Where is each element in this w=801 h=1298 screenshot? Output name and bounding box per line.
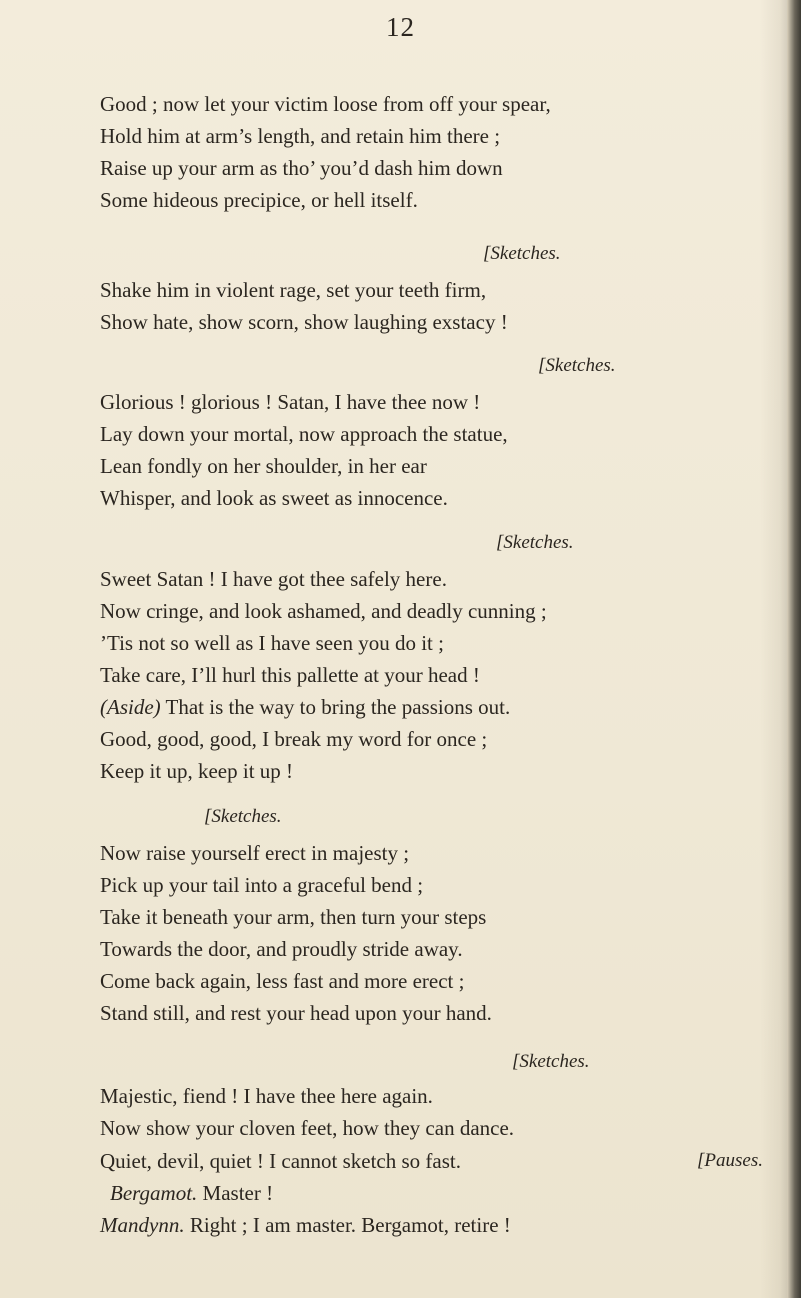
speech-line-bergamot xyxy=(110,1180,273,1206)
verse-line: Now raise yourself erect in majesty ; xyxy=(100,841,410,865)
verse-line: Good ; now let your victim loose from off your spear, xyxy=(100,92,551,116)
speech-text: Master ! xyxy=(202,1181,274,1205)
speaker-mandynn: Mandynn. xyxy=(100,1213,185,1237)
speaker-bergamot: Bergamot. xyxy=(110,1181,198,1205)
verse-line: Now show your cloven feet, how they can dance. xyxy=(100,1116,515,1140)
verse-line: Majestic, fiend ! I have thee here again. xyxy=(100,1084,433,1108)
verse-line: Quiet, devil, quiet ! I cannot sketch so fast. xyxy=(100,1149,461,1173)
page-number: 12 xyxy=(386,12,415,42)
verse-line: Lean fondly on her shoulder, in her ear xyxy=(100,454,427,478)
stage-direction-pauses: [Pauses. xyxy=(697,1150,763,1171)
verse-line: Whisper, and look as sweet as innocence. xyxy=(100,486,448,510)
speech-line-mandynn xyxy=(100,1212,511,1238)
stage-direction-aside: (Aside) xyxy=(100,695,161,719)
verse-line: Pick up your tail into a graceful bend ; xyxy=(100,873,424,897)
verse-line: Hold him at arm’s length, and retain him there ; xyxy=(100,124,501,148)
stage-direction-sketches: [Sketches. xyxy=(538,355,616,376)
page-edge-shadow xyxy=(787,0,801,1298)
stage-direction-sketches: [Sketches. xyxy=(512,1051,590,1072)
verse-line: Shake him in violent rage, set your teeth firm, xyxy=(100,278,487,302)
verse-line: Sweet Satan ! I have got thee safely here. xyxy=(100,567,447,591)
verse-text: That is the way to bring the passions out. xyxy=(165,695,511,719)
verse-line: Some hideous precipice, or hell itself. xyxy=(100,188,418,212)
verse-line-aside xyxy=(100,694,510,720)
verse-line: Towards the door, and proudly stride away. xyxy=(100,937,463,961)
stage-direction-sketches: [Sketches. xyxy=(483,243,561,264)
verse-line: Lay down your mortal, now approach the statue, xyxy=(100,422,508,446)
verse-line: ’Tis not so well as I have seen you do it ; xyxy=(100,631,444,655)
verse-line: Keep it up, keep it up ! xyxy=(100,759,294,783)
verse-line: Come back again, less fast and more erect ; xyxy=(100,969,465,993)
verse-line: Glorious ! glorious ! Satan, I have thee now ! xyxy=(100,390,481,414)
verse-line: Show hate, show scorn, show laughing exstacy ! xyxy=(100,310,508,334)
verse-line: Take it beneath your arm, then turn your steps xyxy=(100,905,487,929)
verse-line: Raise up your arm as tho’ you’d dash him down xyxy=(100,156,503,180)
stage-direction-sketches: [Sketches. xyxy=(204,806,282,827)
verse-line: Stand still, and rest your head upon your hand. xyxy=(100,1001,492,1025)
verse-line: Good, good, good, I break my word for once ; xyxy=(100,727,488,751)
speech-text: Right ; I am master. Bergamot, retire ! xyxy=(189,1213,511,1237)
stage-direction-sketches: [Sketches. xyxy=(496,532,574,553)
verse-line: Now cringe, and look ashamed, and deadly cunning ; xyxy=(100,599,547,623)
verse-line: Take care, I’ll hurl this pallette at your head ! xyxy=(100,663,480,687)
